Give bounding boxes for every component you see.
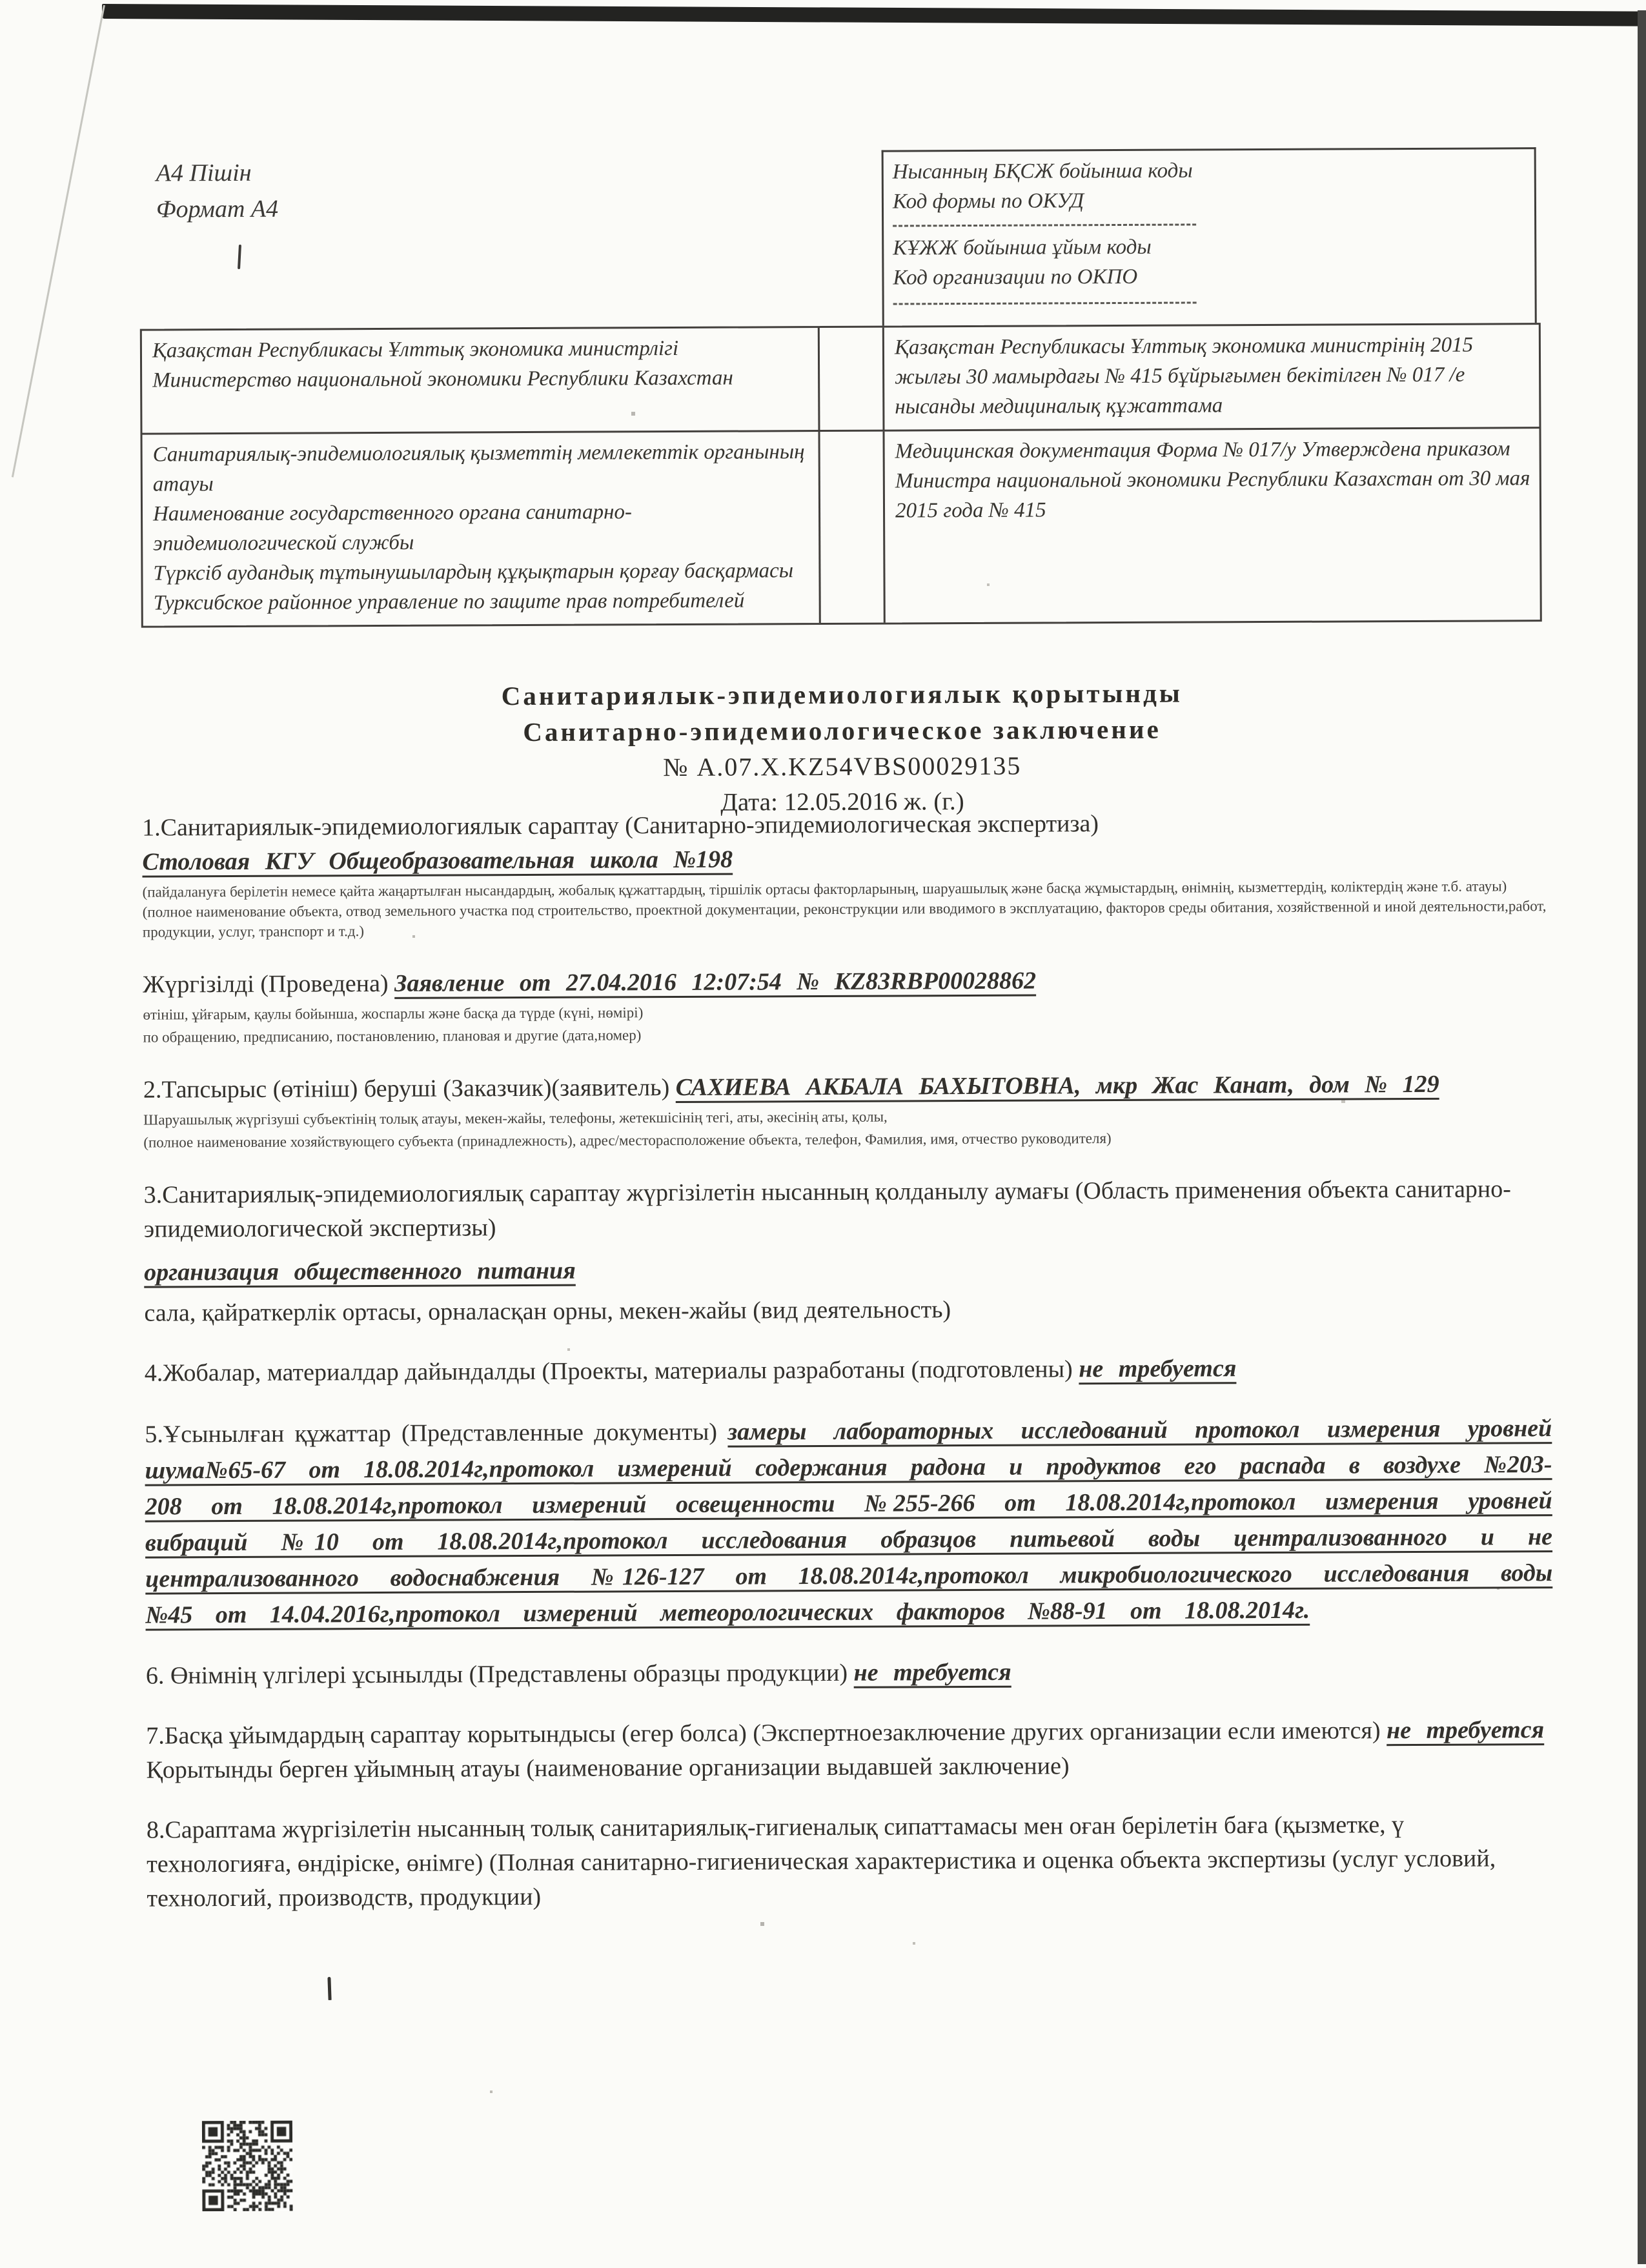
cell-empty-code [820, 328, 885, 432]
section-1-label: 1.Санитариялык-эпидемиологиялык сараптау (Санитарно-эпидемиологическая экспертиза) [142, 810, 1099, 842]
title-kk: Санитариялык-эпидемиологиялык қорытынды [501, 678, 1183, 711]
header-table [140, 323, 1542, 627]
section-6-value: не требуется [853, 1658, 1011, 1686]
section-3-label: 3.Санитариялық-эпидемиологиялық сараптау жүргізілетін нысанның қолданылу аумағы (Область применения объекта санитарно-эпидемиологической экспертизы) [143, 1175, 1511, 1243]
cell-ministry [142, 328, 820, 435]
conducted-note-kk: өтініш, ұйғарым, қаулы бойынша, жоспарлы және басқа да түрде (күні, нөмірі) [143, 1004, 644, 1023]
section-8-label: 8.Сараптама жүргізілетін нысанның толық санитариялық-гигиеналық сипаттамасы мен оған берілетін баға (қызметке, ү технологияға, өндіріске, өнімге) (Полная санитарно-гигиеническая характеристика и оценка объекта экспертизы (услуг условий, технологий, производств, продукции) [146, 1811, 1496, 1912]
code-box-okud-ru: Код формы по ОКУД [892, 189, 1084, 214]
document-number: № А.07.Х.KZ54VBS00029135 [663, 751, 1022, 782]
qr-code [202, 2121, 293, 2212]
section-1-note: (пайдалануға берілетін немесе қайта жаңартылған нысандардың, жобалық құжаттардың, тіршілік ортасы факторларының, шаруашылық және басқа жұмыстардың, өнімнің, кызметтердің, коліктердің және т.б. атауы) (полное наименование объекта, отвод земельного участка под строительство, проектной документации, реконструкции или вводимого в эксплуатацию, факторов среды обитания, хозяйственной и иной деятельности,работ, продукции, услуг, транспорт и т.д.) [142, 878, 1547, 940]
cell-agency [143, 432, 821, 626]
section-3 [144, 1172, 1552, 1331]
section-7 [146, 1713, 1553, 1788]
code-box-okud-kk: Нысанның БҚСЖ бойынша коды [892, 159, 1193, 184]
agency-name-kk: Түрксіб аудандық тұтынушылардың құқықтарын қорғау басқармасы [153, 559, 794, 585]
section-2-note-ru: (полное наименование хозяйствующего субъекта (принадлежность), адрес/месторасположение объекта, телефон, Фамилия, имя, отчество руководителя) [143, 1130, 1112, 1151]
code-fill-line [893, 301, 1197, 305]
section-1-value: Столовая КГУ Общеобразовательная школа №198 [142, 845, 733, 876]
document-body [142, 805, 1554, 1916]
code-box [882, 147, 1537, 325]
section-5-label: 5.Ұсынылған құжаттар (Представленные документы) [145, 1418, 718, 1448]
title-ru: Санитарно-эпидемиологическое заключение [523, 714, 1161, 747]
section-2-label: 2.Тапсырыс (өтініш) беруші (Заказчик)(заявитель) [143, 1074, 670, 1104]
cell-approval-ru: Медицинская документация Форма № 017/у Утверждена приказом Министра национальной экономики Республики Казахстан от 30 мая 2015 года № 415 [895, 437, 1530, 523]
section-6-label: 6. Өнімнің үлгілері ұсынылды (Представлены образцы продукции) [145, 1659, 848, 1690]
code-box-okpo-ru: Код организации по ОКПО [893, 265, 1138, 290]
section-7-note: Қорытынды берген ұйымның атауы (наименование организации выдавшей заключение) [146, 1752, 1070, 1784]
section-4-label: 4.Жобалар, материалдар дайындалды (Проекты, материалы разработаны (подготовлены) [144, 1355, 1073, 1387]
format-label [156, 155, 279, 228]
section-4 [145, 1350, 1552, 1391]
code-fill-line [893, 223, 1196, 227]
section-4-value: не требуется [1079, 1355, 1237, 1383]
section-7-label: 7.Басқа ұйымдардың сараптау корытындысы (егер болса) (Экспертноезаключение других организации если имеются) [146, 1717, 1381, 1750]
ministry-kk: Қазақстан Республикасы Ұлттық экономика министрлігі [152, 336, 679, 363]
section-6 [146, 1653, 1553, 1694]
section-2 [143, 1067, 1551, 1153]
section-1 [142, 805, 1550, 942]
agency-label-ru: Наименование государственного органа санитарно-эпидемиологической службы [152, 500, 633, 556]
section-3-note: сала, қайраткерлік ортасы, орналасқан орны, мекен-жайы (вид деятельность) [144, 1296, 951, 1327]
format-label-kk: А4 Пішін [156, 159, 252, 187]
ministry-ru: Министерство национальной экономики Республики Казахстан [152, 366, 733, 392]
cell-approval-kk: Қазақстан Республикасы Ұлттық экономика министрінің 2015 жылғы 30 мамырдағы № 415 бұйрығымен бекітілген № 017 /е нысанды медициналық құжаттама [884, 325, 1541, 431]
agency-name-ru: Турксибское районное управление по защите прав потребителей [153, 589, 745, 615]
section-8 [147, 1807, 1554, 1916]
format-label-ru: Формат А4 [156, 195, 279, 223]
section-5 [145, 1410, 1552, 1634]
document-title [141, 673, 1543, 822]
scan-specks [0, 0, 1, 1]
section-7-value: не требуется [1386, 1716, 1545, 1745]
cell-empty-code [820, 432, 886, 623]
document-date: Дата: 12.05.2016 ж. (г.) [720, 787, 964, 816]
section-2-note-kk: Шаруашылық жүргізуші субъектінің толық атауы, мекен-жайы, телефоны, жетекшісінің тегі, аты, әкесінің аты, қолы, [143, 1108, 888, 1128]
section-3-value: организация общественного питания [144, 1257, 576, 1286]
conducted-label: Жүргізілді (Проведена) [143, 969, 389, 998]
section-2-value: САХИЕВА АКБАЛА БАХЫТОВНА, мкр Жас Канат, дом № 129 [675, 1070, 1439, 1101]
agency-label-kk: Санитариялық-эпидемиологиялық қызметтің мемлекеттік органының атауы [152, 440, 805, 496]
section-conducted [143, 962, 1550, 1048]
conducted-note-ru: по обращению, предписанию, постановлению, плановая и другие (дата,номер) [143, 1027, 642, 1046]
section-5-value: замеры лабораторных исследований протокол измерения уровней шума№65-67 от 18.08.2014г,протокол измерений содержания радона и продуктов его распада в воздухе №203-208 от 18.08.2014г,протокол измерений освещенности №255-266 от 18.08.2014г,протокол измерения уровней вибраций №10 от 18.08.2014г,протокол исследования образцов питьевой воды централизованного и не централизованного водоснабжения №126-127 от 18.08.2014г,протокол микробиологического исследования воды №45 от 14.04.2016г,протокол измерений метеорологических факторов №88-91 от 18.08.2014г. [145, 1415, 1553, 1629]
conducted-value: Заявление от 27.04.2016 12:07:54 № KZ83RBP00028862 [394, 967, 1037, 997]
code-box-okpo-kk: КҰЖЖ бойынша ұйым коды [893, 235, 1152, 260]
